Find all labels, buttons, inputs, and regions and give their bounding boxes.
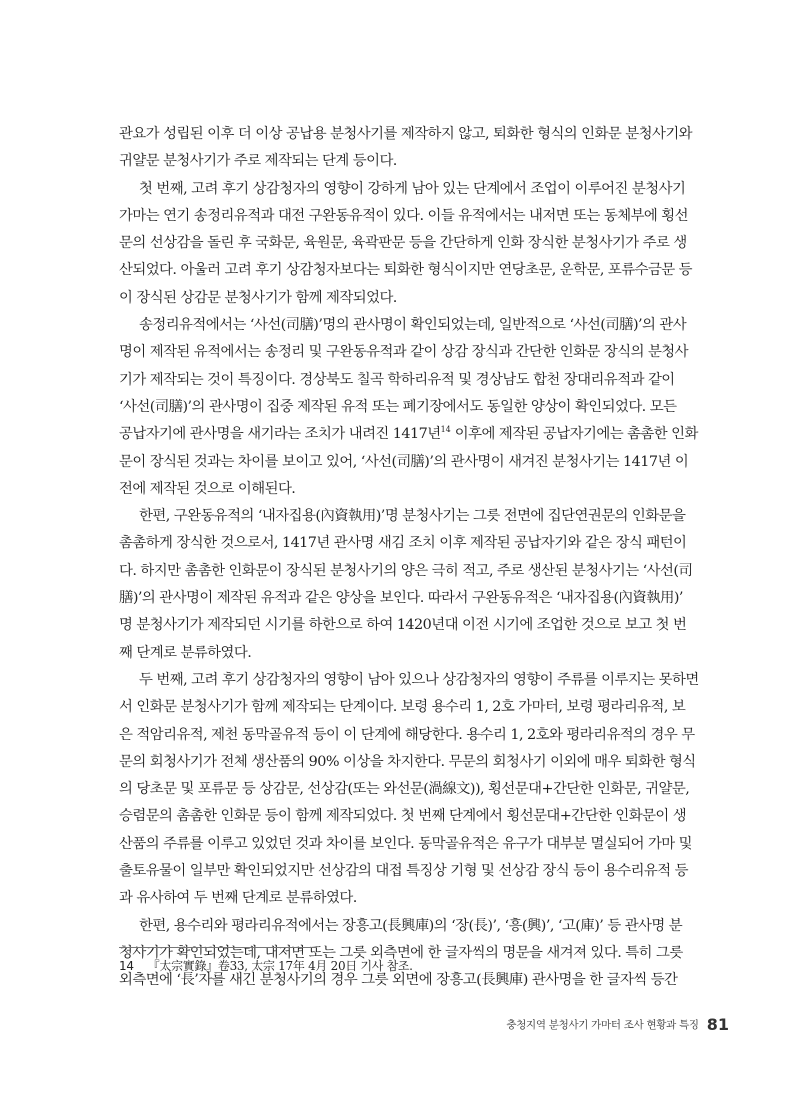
running-footer	[506, 1016, 729, 1034]
text-line: 과 유사하여 두 번째 단계로 분류하였다.	[119, 890, 357, 907]
text-line: 산품의 주류를 이루고 있었던 것과 차이를 보인다. 동막골유적은 유구가 대부분 멸실되어 가마 및	[119, 835, 693, 852]
text-line: 외측면에 ‘長’자를 새긴 분청사기의 경우 그릇 외면에 장흥고(長興庫) 관사명을 한 글자씩 등간	[119, 972, 678, 989]
text-line: 한편, 구완동유적의 ‘내자집용(內資執用)’명 분청사기는 그릇 전면에 집단연권문의 인화문을	[139, 508, 686, 525]
text-line: 전에 제작된 것으로 이해된다.	[119, 480, 296, 497]
running-title: 충청지역 분청사기 가마터 조사 현황과 특징	[506, 1019, 699, 1031]
text-line: 첫 번째, 고려 후기 상감청자의 영향이 강하게 남아 있는 단계에서 조업이 이루어진 분청사기	[139, 180, 686, 197]
text-segment: 이후에 제작된 공납자기에는 촘촘한 인화	[450, 426, 698, 443]
text-line: 째 단계로 분류하였다.	[119, 644, 252, 661]
text-line: 서 인화문 분청사기가 함께 제작되는 단계이다. 보령 용수리 1, 2호 가마터, 보령 평라리유적, 보	[119, 699, 686, 716]
text-line: 기가 제작되는 것이 특징이다. 경상북도 칠곡 학하리유적 및 경상남도 합천 장대리유적과 같이	[119, 371, 675, 388]
footnote-reference[interactable]: 14	[440, 425, 451, 435]
paragraph	[119, 667, 727, 913]
text-line: 관요가 성립된 이후 더 이상 공납용 분청사기를 제작하지 않고, 퇴화한 형식의 인화문 분청사기와	[119, 126, 693, 142]
text-line: 의 당초문 및 포류문 등 상감문, 선상감(또는 와선문(渦線文)), 횡선문대+간단한 인화문, 귀얄문,	[119, 781, 690, 798]
text-line: 두 번째, 고려 후기 상감청자의 영향이 남아 있으나 상감청자의 영향이 주류를 이루지는 못하면	[139, 671, 699, 688]
paragraph	[119, 312, 727, 503]
text-line: 명 분청사기가 제작되던 시기를 하한으로 하여 1420년대 이전 시기에 조업한 것으로 보고 첫 번	[119, 617, 687, 634]
text-line: 膳)’의 관사명이 제작된 유적과 같은 양상을 보인다. 따라서 구완동유적은 ‘내자집용(內資執用)’	[119, 590, 683, 607]
text-line: 이 장식된 상감문 분청사기가 함께 제작되었다.	[119, 289, 397, 306]
text-line: 문의 회청사기가 전체 생산품의 90% 이상을 차지한다. 무문의 회청사기 이외에 매우 퇴화한 형식	[119, 753, 696, 770]
text-line: 명이 제작된 유적에서는 송정리 및 구완동유적과 같이 상감 장식과 간단한 인화문 장식의 분청사	[119, 344, 688, 361]
text-line: 다. 하지만 촘촘한 인화문이 장식된 분청사기의 양은 극히 적고, 주로 생산된 분청사기는 ‘사선(司	[119, 562, 693, 579]
text-line: 산되었다. 아울러 고려 후기 상감청자보다는 퇴화한 형식이지만 연당초문, 운학문, 포류수금문 등	[119, 262, 693, 279]
text-line: 문이 장식된 것과는 차이를 보이고 있어, ‘사선(司膳)’의 관사명이 새겨진 분청사기는 1417년 이	[119, 453, 689, 470]
footnote	[119, 958, 413, 974]
text-line: 한편, 용수리와 평라리유적에서는 장흥고(長興庫)의 ‘장(長)’, ‘흥(興)’, ‘고(庫)’ 등 관사명 분	[139, 917, 683, 934]
paragraph	[119, 503, 727, 667]
text-line: ‘사선(司膳)’의 관사명이 집중 제작된 유적 또는 폐기장에서도 동일한 양상이 확인되었다. 모든	[119, 398, 677, 415]
text-line: 촘촘하게 장식한 것으로서, 1417년 관사명 새김 조치 이후 제작된 공납자기와 같은 장식 패턴이	[119, 535, 687, 552]
footnote-text: 『太宗實錄』卷33, 太宗 17年 4月 20日 기사 참조.	[147, 959, 413, 973]
text-line: 청사기가 확인되었는데, 내저면 또는 그릇 외측면에 한 글자씩의 명문을 새겨져 있다. 특히 그릇	[119, 944, 683, 961]
footnote-number: 14	[119, 959, 134, 973]
text-line: 승렴문의 촘촘한 인화문 등이 함께 제작되었다. 첫 번째 단계에서 횡선문대+간단한 인화문이 생	[119, 808, 687, 825]
text-segment: 공납자기에 관사명을 새기라는 조치가 내려진 1417년	[119, 426, 441, 443]
paragraph	[119, 176, 727, 312]
text-line: 귀얄문 분청사기가 주로 제작되는 단계 등이다.	[119, 153, 397, 170]
page-number: 81	[706, 1015, 729, 1034]
text-line: 송정리유적에서는 ‘사선(司膳)’명의 관사명이 확인되었는데, 일반적으로 ‘사선(司膳)’의 관사	[139, 317, 687, 334]
text-line: 은 적암리유적, 제천 동막골유적 등이 이 단계에 해당한다. 용수리 1, 2호와 평라리유적의 경우 무	[119, 726, 695, 743]
text-line: 가마는 연기 송정리유적과 대전 구완동유적이 있다. 이들 유적에서는 내저면 또는 동체부에 횡선	[119, 207, 688, 224]
paragraph	[119, 913, 727, 995]
body-text	[119, 121, 727, 995]
text-line: 출토유물이 일부만 확인되었지만 선상감의 대접 특징상 기형 및 선상감 장식 등이 용수리유적 등	[119, 863, 688, 880]
footnote-divider	[119, 947, 317, 948]
text-line-with-footnote	[119, 421, 727, 448]
paragraph	[119, 121, 727, 176]
text-line: 문의 선상감을 돌린 후 국화문, 육원문, 육곽판문 등을 간단하게 인화 장식한 분청사기가 주로 생	[119, 235, 687, 252]
